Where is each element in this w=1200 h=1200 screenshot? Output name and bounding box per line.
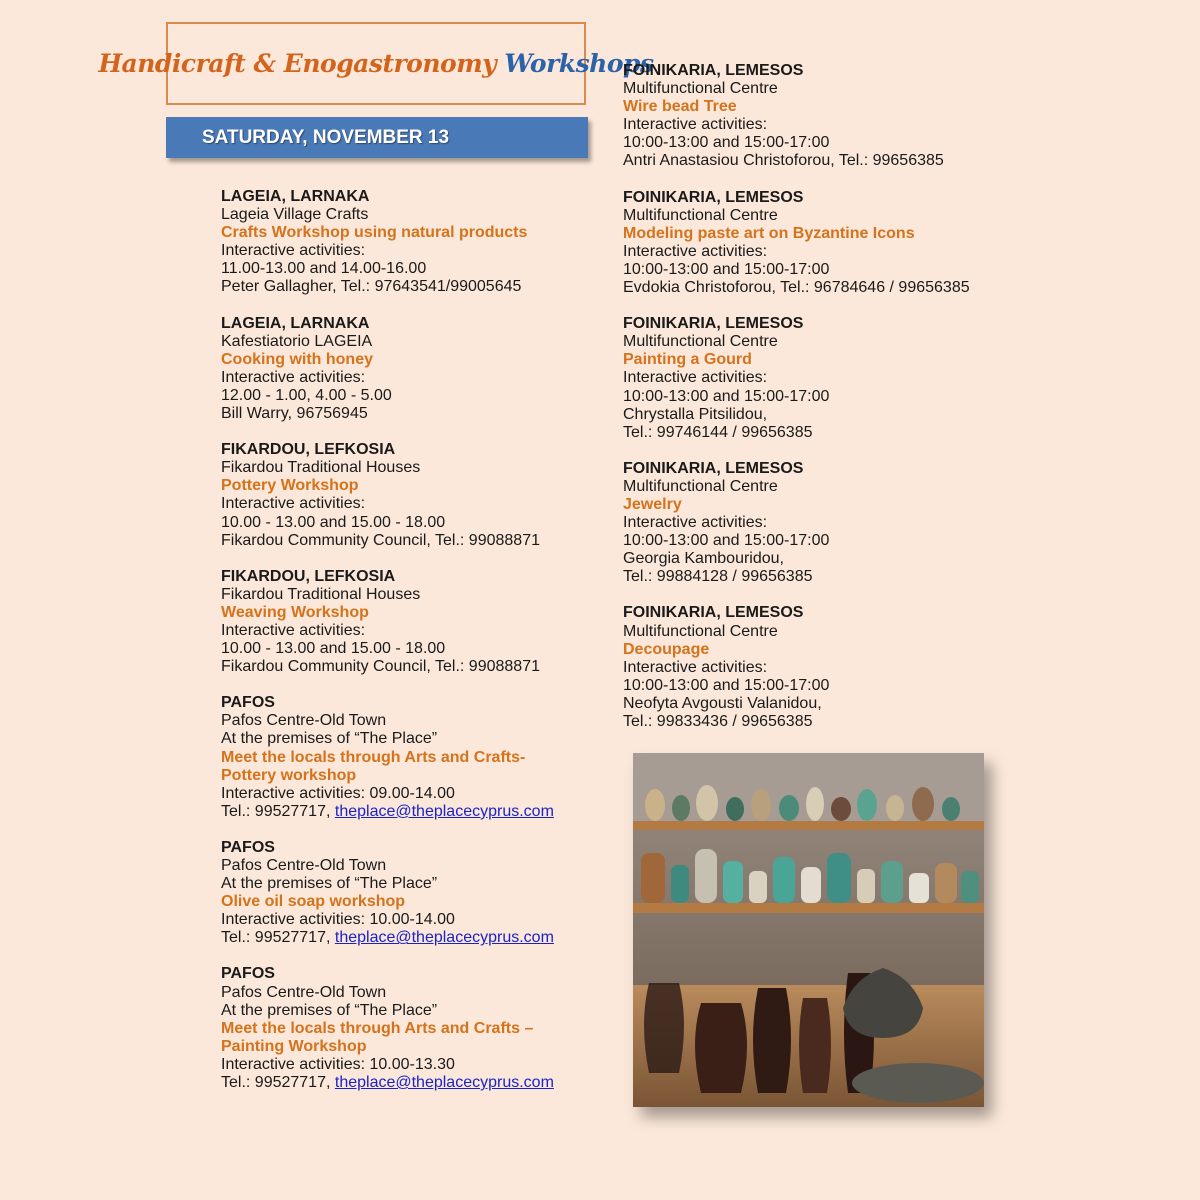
title-banner — [98, 22, 654, 105]
entry-workshop-title: Meet the locals through Arts and Crafts- — [221, 748, 526, 766]
entry-contact: Antri Anastasiou Christoforou, Tel.: 99656385 — [623, 152, 944, 170]
entry-activities: Interactive activities: — [221, 242, 366, 260]
entry-hours: 10:00-13:00 and 15:00-17:00 — [623, 532, 830, 550]
entry-activities: Interactive activities: — [623, 242, 768, 260]
entry-activities: Interactive activities: 09.00-14.00 — [221, 784, 455, 802]
entry-venue: Multifunctional Centre — [623, 477, 778, 495]
workshop-entry — [221, 839, 611, 948]
email-link[interactable]: theplace@theplacecyprus.com — [334, 929, 554, 947]
entry-hours: 10:00-13:00 and 15:00-17:00 — [623, 676, 830, 694]
entry-location: FIKARDOU, LEFKOSIA — [221, 441, 396, 459]
workshop-entry — [221, 694, 611, 821]
entry-activities: Interactive activities: — [623, 514, 768, 532]
entry-venue: Kafestiatorio LAGEIA — [221, 332, 373, 350]
entry-activities: Interactive activities: — [221, 621, 366, 639]
workshop-entry — [221, 441, 611, 550]
entry-venue: Fikardou Traditional Houses — [221, 585, 421, 603]
entry-location: FOINIKARIA, LEMESOS — [623, 459, 804, 477]
entry-activities: Interactive activities: — [623, 116, 768, 134]
entry-contact — [221, 803, 611, 821]
workshop-entry — [623, 460, 1043, 587]
entry-venue: Multifunctional Centre — [623, 333, 778, 351]
entry-activities: Interactive activities: — [221, 368, 366, 386]
entry-tel: Tel.: 99527717, — [221, 802, 335, 820]
date-banner — [166, 117, 588, 158]
entry-premises: At the premises of “The Place” — [221, 1001, 438, 1019]
entry-location: PAFOS — [221, 694, 275, 712]
title-part-workshops: Workshops — [504, 49, 654, 78]
entry-workshop-title: Pottery Workshop — [221, 477, 359, 495]
pottery-shelves-photo — [633, 753, 984, 1107]
entry-workshop-title: Modeling paste art on Byzantine Icons — [623, 224, 915, 242]
entry-hours: 10.00 - 13.00 and 15.00 - 18.00 — [221, 513, 446, 531]
workshop-entry — [623, 604, 1043, 731]
entry-hours: 12.00 - 1.00, 4.00 - 5.00 — [221, 386, 392, 404]
entry-activities: Interactive activities: — [623, 369, 768, 387]
entry-hours: 10:00-13:00 and 15:00-17:00 — [623, 260, 830, 278]
workshop-entry — [623, 189, 1043, 298]
workshop-entry — [221, 965, 611, 1092]
workshop-entry — [221, 568, 611, 677]
entry-location: FOINIKARIA, LEMESOS — [623, 188, 804, 206]
entry-tel: Tel.: 99884128 / 99656385 — [623, 568, 813, 586]
entry-tel: Tel.: 99833436 / 99656385 — [623, 713, 813, 730]
entry-workshop-title-cont: Pottery workshop — [221, 766, 357, 784]
event-date: SATURDAY, NOVEMBER 13 — [202, 127, 450, 148]
entry-workshop-title: Painting a Gourd — [623, 351, 752, 369]
entry-location: LAGEIA, LARNAKA — [221, 188, 370, 205]
entry-workshop-title: Meet the locals through Arts and Crafts – — [221, 1019, 534, 1037]
entry-venue: Fikardou Traditional Houses — [221, 459, 421, 477]
entry-workshop-title: Olive oil soap workshop — [221, 893, 406, 911]
entry-contact: Fikardou Community Council, Tel.: 99088871 — [221, 658, 540, 676]
entry-location: FOINIKARIA, LEMESOS — [623, 62, 804, 79]
entry-tel: Tel.: 99527717, — [221, 1074, 335, 1092]
entry-location: FOINIKARIA, LEMESOS — [623, 315, 804, 333]
entry-activities: Interactive activities: — [221, 495, 366, 513]
entry-hours: 10.00 - 13.00 and 15.00 - 18.00 — [221, 640, 446, 658]
right-column — [623, 62, 1043, 749]
entry-contact — [221, 1074, 611, 1092]
entry-location: FOINIKARIA, LEMESOS — [623, 604, 804, 622]
entry-activities: Interactive activities: 10.00-14.00 — [221, 911, 455, 929]
left-column — [221, 188, 611, 1110]
entry-activities: Interactive activities: 10.00-13.30 — [221, 1055, 455, 1073]
entry-workshop-title: Cooking with honey — [221, 350, 373, 368]
workshop-entry — [623, 315, 1043, 442]
entry-hours: 11.00-13.00 and 14.00-16.00 — [221, 260, 427, 278]
entry-venue: Pafos Centre-Old Town — [221, 983, 387, 1001]
email-link[interactable]: theplace@theplacecyprus.com — [334, 1074, 554, 1092]
entry-location: PAFOS — [221, 965, 275, 983]
entry-tel: Tel.: 99527717, — [221, 929, 335, 947]
entry-location: LAGEIA, LARNAKA — [221, 314, 370, 332]
workshop-entry — [623, 62, 1043, 171]
entry-workshop-title-cont: Painting Workshop — [221, 1037, 367, 1055]
entry-contact: Fikardou Community Council, Tel.: 99088871 — [221, 531, 540, 549]
email-link[interactable]: theplace@theplacecyprus.com — [334, 802, 554, 820]
entry-activities: Interactive activities: — [623, 658, 768, 676]
pottery-shelves-illustration — [633, 753, 984, 1107]
entry-workshop-title: Weaving Workshop — [221, 603, 369, 621]
workshop-entry — [221, 188, 611, 297]
entry-contact: Georgia Kambouridou, — [623, 550, 784, 568]
entry-venue: Pafos Centre-Old Town — [221, 712, 387, 730]
entry-contact: Bill Warry, 96756945 — [221, 405, 368, 423]
entry-hours: 10:00-13:00 and 15:00-17:00 — [623, 134, 830, 152]
entry-premises: At the premises of “The Place” — [221, 875, 438, 893]
entry-location: FIKARDOU, LEFKOSIA — [221, 567, 396, 585]
entry-contact — [221, 929, 611, 947]
entry-contact: Peter Gallagher, Tel.: 97643541/99005645 — [221, 278, 522, 296]
entry-premises: At the premises of “The Place” — [221, 730, 438, 748]
page-title — [98, 49, 653, 78]
entry-workshop-title: Wire bead Tree — [623, 98, 737, 116]
entry-hours: 10:00-13:00 and 15:00-17:00 — [623, 387, 830, 405]
entry-venue: Multifunctional Centre — [623, 80, 778, 98]
workshop-entry — [221, 315, 611, 424]
entry-venue: Multifunctional Centre — [623, 622, 778, 640]
entry-workshop-title: Jewelry — [623, 495, 682, 513]
entry-workshop-title: Decoupage — [623, 640, 710, 658]
entry-contact: Evdokia Christoforou, Tel.: 96784646 / 99656385 — [623, 279, 970, 297]
title-part-handicraft: Handicraft & Enogastronomy — [98, 49, 497, 78]
entry-contact: Chrystalla Pitsilidou, — [623, 405, 768, 423]
entry-tel: Tel.: 99746144 / 99656385 — [623, 423, 813, 441]
entry-venue: Pafos Centre-Old Town — [221, 857, 387, 874]
entry-workshop-title: Crafts Workshop using natural products — [221, 224, 528, 242]
entry-contact: Neofyta Avgousti Valanidou, — [623, 694, 822, 712]
entry-venue: Lageia Village Crafts — [221, 206, 369, 224]
entry-location: PAFOS — [221, 838, 275, 856]
entry-venue: Multifunctional Centre — [623, 206, 778, 224]
